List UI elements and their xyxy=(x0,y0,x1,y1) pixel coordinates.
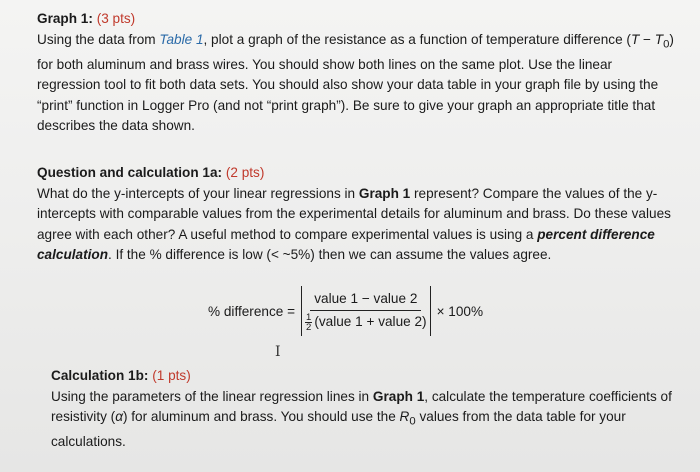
q1a-emphasis: percent difference calculation xyxy=(37,226,655,262)
calc1b-text-3: ) for aluminum and brass. You should use the xyxy=(122,409,400,424)
graph1-text-1: Using the data from xyxy=(37,31,160,47)
calc1b-r-sub: 0 xyxy=(409,415,416,428)
formula-numerator: value 1 − value 2 xyxy=(310,290,421,311)
q1a-title: Question and calculation 1a: xyxy=(37,165,223,180)
calc1b-graph-reference: Graph 1 xyxy=(372,388,425,404)
question-1a-section xyxy=(37,163,677,266)
graph1-var-t: T xyxy=(630,31,640,47)
formula-denominator-row xyxy=(305,311,427,332)
formula-times: × 100% xyxy=(436,303,484,319)
calc1b-alpha: α xyxy=(115,409,123,424)
graph1-title: Graph 1: xyxy=(37,11,93,26)
formula-label: % difference = xyxy=(208,303,296,319)
graph1-section xyxy=(37,9,677,137)
table1-reference: Table 1 xyxy=(159,31,204,47)
percent-difference-formula xyxy=(208,284,483,338)
calc1b-points: (1 pts) xyxy=(152,368,191,383)
calc1b-text-2: , calculate the temperature coefficients of resistivity ( xyxy=(51,388,672,424)
graph1-sub-0: 0 xyxy=(663,38,670,51)
q1a-points: (2 pts) xyxy=(225,165,265,180)
formula-absolute-value xyxy=(301,286,431,336)
graph1-text-3: ) for both aluminum and brass wires. You should show both lines on the same plot. Use the linear regression tool to fit both data sets. You should also show your data table in your graph file by using the “print” function in Logger Pro (and not “print graph”). Be sure to give your graph an appropriate title that describes the data shown. xyxy=(37,31,674,134)
calc1b-text-4: values from the data table for your calculations. xyxy=(51,409,626,450)
formula-fraction xyxy=(305,290,427,332)
graph1-var-t0: T xyxy=(654,31,664,47)
formula-half-numerator: 1 xyxy=(306,311,312,323)
graph1-text-2: , plot a graph of the resistance as a function of temperature difference ( xyxy=(203,31,631,47)
graph1-points: (3 pts) xyxy=(96,11,136,26)
q1a-text-1: What do the y-intercepts of your linear regressions in xyxy=(37,185,359,201)
calculation-1b-section xyxy=(51,366,676,453)
text-cursor-icon: I xyxy=(275,344,281,360)
formula-denominator: (value 1 + value 2) xyxy=(314,314,427,329)
q1a-text-3: . If the % difference is low (< ~5%) then we can assume the values agree. xyxy=(108,247,552,262)
q1a-text-2: represent? Compare the values of the y-intercepts with comparable values from the experimental details for aluminum and brass. Do these values agree with each other? A useful method to compare experimental values is using a xyxy=(37,185,671,242)
graph1-minus: − xyxy=(639,31,655,47)
formula-half xyxy=(305,313,312,332)
calc1b-title: Calculation 1b: xyxy=(51,368,149,383)
q1a-graph-reference: Graph 1 xyxy=(358,185,411,201)
calc1b-text-1: Using the parameters of the linear regression lines in xyxy=(51,388,373,404)
calc1b-r-var: R xyxy=(399,409,410,424)
formula-half-denominator: 2 xyxy=(306,321,312,333)
